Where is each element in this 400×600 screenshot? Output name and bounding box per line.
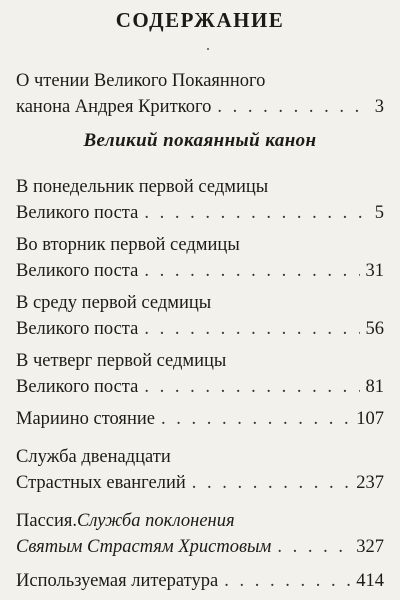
toc-entry-wednesday[interactable]	[16, 290, 384, 342]
toc-entry-text: В понедельник первой седмицы	[16, 177, 269, 197]
toc-entry-monday[interactable]	[16, 174, 384, 226]
page-number: 31	[365, 261, 384, 281]
toc-entry-text: В среду первой седмицы	[16, 293, 212, 313]
print-speck	[207, 48, 209, 50]
dot-leader	[217, 94, 368, 120]
page-number: 327	[356, 537, 384, 557]
dot-leader	[224, 568, 350, 594]
toc-entry-text: канона Андрея Криткого	[16, 97, 212, 117]
toc-entry-passia[interactable]	[16, 508, 384, 560]
page-number: 107	[356, 409, 384, 429]
toc-entry-text: Великого поста	[16, 377, 139, 397]
toc-entry-text: Мариино стояние	[16, 409, 155, 429]
dot-leader	[144, 316, 359, 342]
page-number: 414	[356, 571, 384, 591]
toc-entry-text: Великого поста	[16, 319, 139, 339]
page-number: 81	[365, 377, 384, 397]
toc-entry-twelve-gospels[interactable]	[16, 444, 384, 496]
page-title: СОДЕРЖАНИЕ	[115, 8, 285, 32]
toc-entry-text: Служба двенадцати	[16, 447, 171, 467]
dot-leader	[144, 200, 368, 226]
toc-entry-thursday[interactable]	[16, 348, 384, 400]
toc-entry-text: О чтении Великого Покаянного	[16, 71, 266, 91]
toc-entry-text: В четверг первой седмицы	[16, 351, 227, 371]
page-number: 5	[374, 203, 384, 223]
toc-entry-text-italic: Служба поклонения	[77, 511, 235, 531]
dot-leader	[144, 374, 359, 400]
toc-entry-literature[interactable]	[16, 568, 384, 594]
page-number: 237	[356, 473, 384, 493]
dot-leader	[277, 534, 350, 560]
section-heading: Великий покаянный канон	[83, 130, 317, 151]
dot-leader	[192, 470, 350, 496]
page-number: 56	[365, 319, 384, 339]
toc-entry-text: Великого поста	[16, 261, 139, 281]
toc-entry-mariino[interactable]	[16, 406, 384, 432]
dot-leader	[161, 406, 350, 432]
toc-entry-text: Во вторник первой седмицы	[16, 235, 240, 255]
toc-entry-text: Пассия.	[16, 511, 78, 531]
toc-entry-intro[interactable]	[16, 68, 384, 120]
dot-leader	[144, 258, 359, 284]
toc-entry-text-italic: Святым Страстям Христовым	[16, 537, 272, 557]
toc-entry-text: Великого поста	[16, 203, 139, 223]
toc-entry-text: Используемая литература	[16, 571, 219, 591]
page-number: 3	[374, 97, 384, 117]
toc-entry-tuesday[interactable]	[16, 232, 384, 284]
toc-entry-text: Страстных евангелий	[16, 473, 186, 493]
